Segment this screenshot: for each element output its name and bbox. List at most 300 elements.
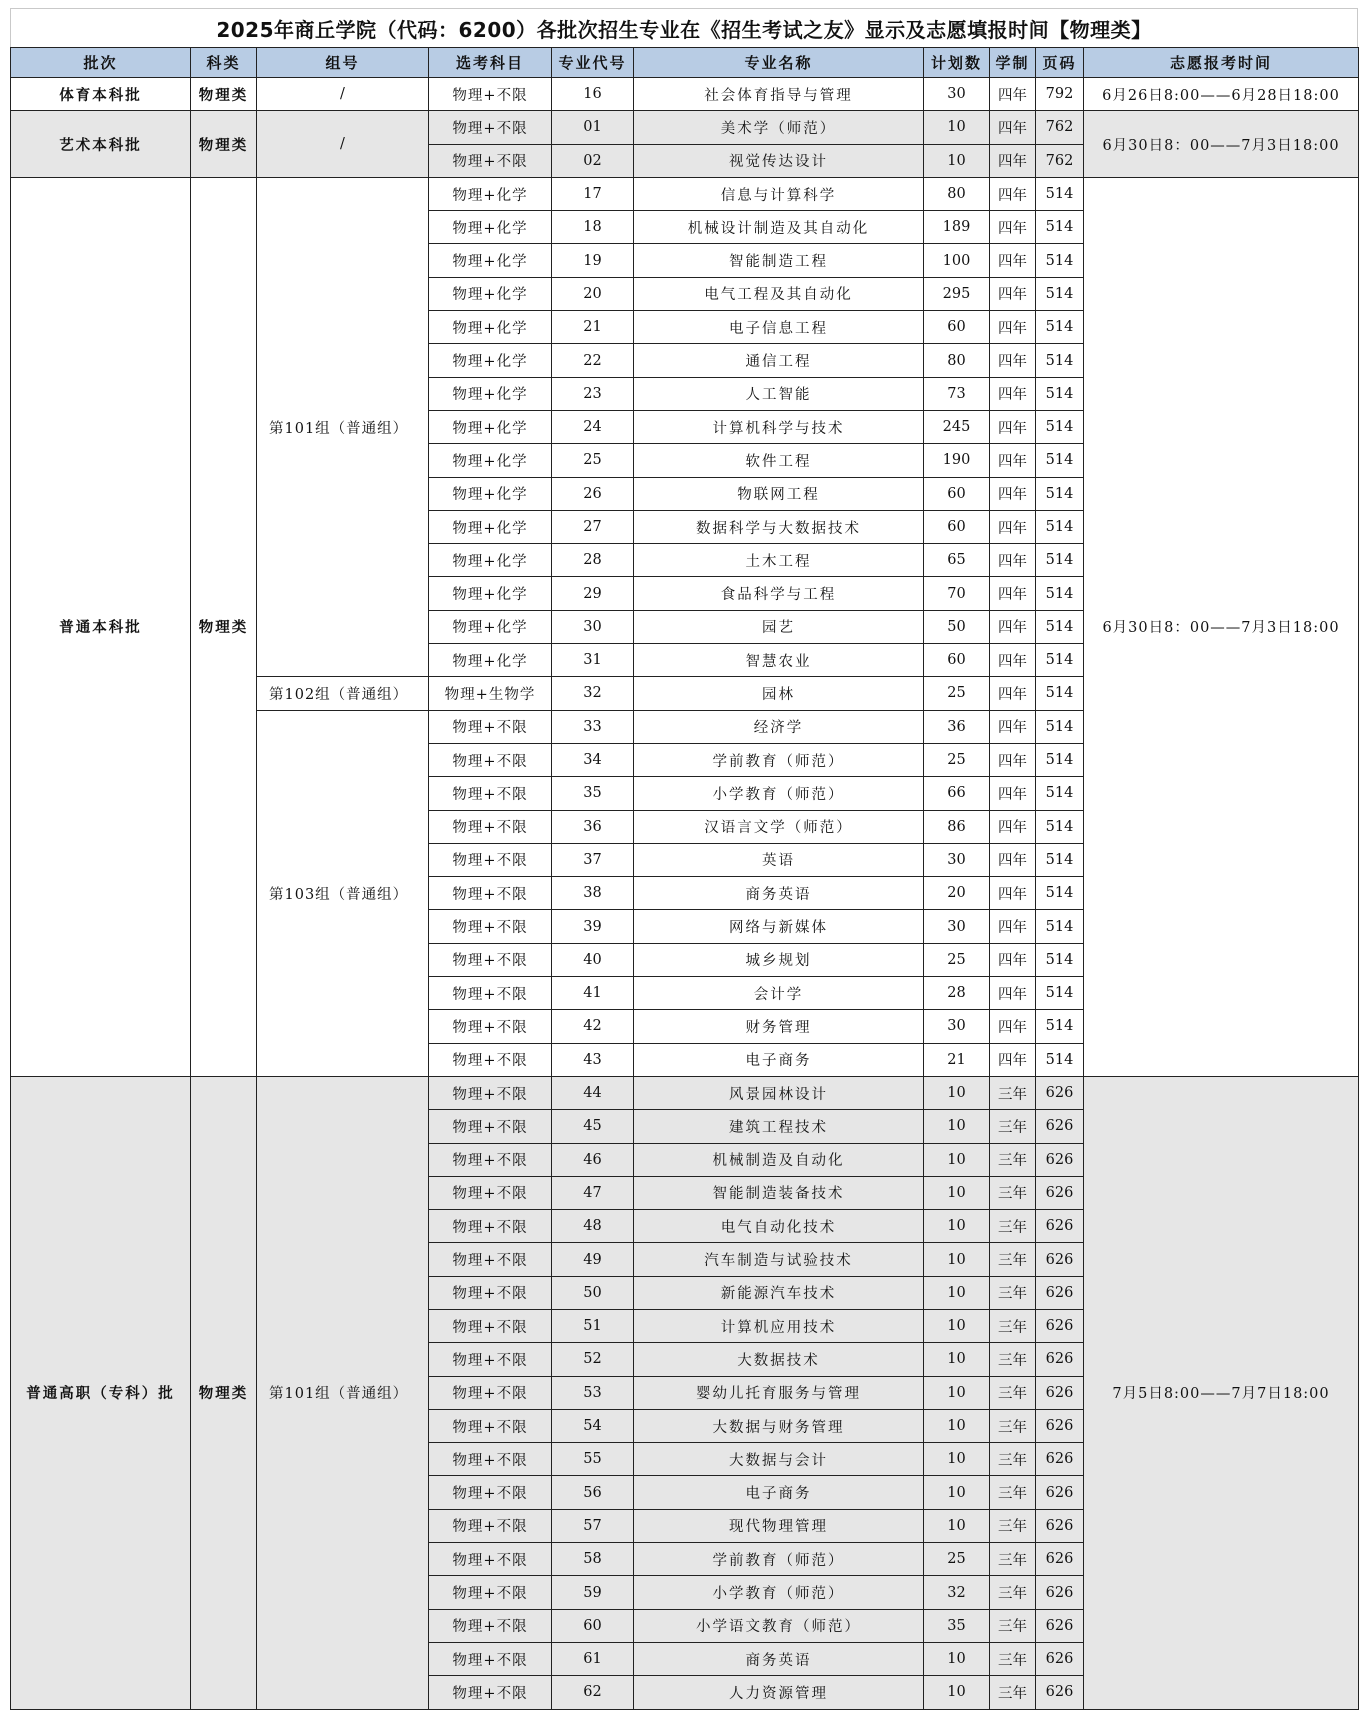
major-name-cell: 园艺	[634, 610, 924, 643]
subjects-cell: 物理+不限	[429, 843, 552, 876]
duration-cell: 三年	[990, 1676, 1036, 1709]
duration-cell: 四年	[990, 311, 1036, 344]
major-code-cell: 18	[552, 211, 634, 244]
duration-cell: 三年	[990, 1309, 1036, 1342]
major-name-cell: 小学教育（师范）	[634, 1576, 924, 1609]
subjects-cell: 物理+不限	[429, 1276, 552, 1309]
major-name-cell: 学前教育（师范）	[634, 743, 924, 776]
subjects-cell: 物理+不限	[429, 910, 552, 943]
plan-count-cell: 10	[924, 1276, 990, 1309]
major-code-cell: 56	[552, 1476, 634, 1509]
plan-count-cell: 30	[924, 1010, 990, 1043]
header-category: 科类	[191, 48, 257, 78]
major-code-cell: 58	[552, 1543, 634, 1576]
major-code-cell: 51	[552, 1309, 634, 1342]
subjects-cell: 物理+不限	[429, 1309, 552, 1342]
plan-count-cell: 10	[924, 144, 990, 177]
page-cell: 626	[1036, 1476, 1084, 1509]
major-name-cell: 建筑工程技术	[634, 1110, 924, 1143]
page-cell: 514	[1036, 777, 1084, 810]
subjects-cell: 物理+不限	[429, 78, 552, 111]
duration-cell: 三年	[990, 1376, 1036, 1409]
major-code-cell: 19	[552, 244, 634, 277]
major-code-cell: 37	[552, 843, 634, 876]
subjects-cell: 物理+化学	[429, 510, 552, 543]
plan-count-cell: 10	[924, 1143, 990, 1176]
subjects-cell: 物理+不限	[429, 1343, 552, 1376]
table-row	[11, 78, 1359, 111]
subjects-cell: 物理+不限	[429, 1642, 552, 1675]
major-code-cell: 38	[552, 877, 634, 910]
page-cell: 626	[1036, 1543, 1084, 1576]
batch-cell: 体育本科批	[11, 78, 191, 111]
subjects-cell: 物理+化学	[429, 244, 552, 277]
plan-count-cell: 66	[924, 777, 990, 810]
page-cell: 626	[1036, 1676, 1084, 1709]
page-cell: 514	[1036, 843, 1084, 876]
page-cell: 514	[1036, 977, 1084, 1010]
major-name-cell: 网络与新媒体	[634, 910, 924, 943]
major-code-cell: 27	[552, 510, 634, 543]
duration-cell: 四年	[990, 644, 1036, 677]
major-code-cell: 59	[552, 1576, 634, 1609]
category-cell: 物理类	[191, 111, 257, 178]
duration-cell: 四年	[990, 843, 1036, 876]
spreadsheet	[10, 8, 1358, 1710]
subjects-cell: 物理+不限	[429, 777, 552, 810]
subjects-cell: 物理+不限	[429, 1143, 552, 1176]
page-cell: 514	[1036, 444, 1084, 477]
group-cell: 第101组（普通组）	[257, 177, 429, 676]
duration-cell: 四年	[990, 344, 1036, 377]
subjects-cell: 物理+不限	[429, 1576, 552, 1609]
plan-count-cell: 60	[924, 644, 990, 677]
duration-cell: 三年	[990, 1110, 1036, 1143]
group-cell: 第101组（普通组）	[257, 1076, 429, 1709]
page-cell: 762	[1036, 111, 1084, 144]
header-major-code: 专业代号	[552, 48, 634, 78]
duration-cell: 四年	[990, 677, 1036, 710]
major-name-cell: 城乡规划	[634, 943, 924, 976]
page-cell: 514	[1036, 211, 1084, 244]
plan-count-cell: 10	[924, 1210, 990, 1243]
major-name-cell: 大数据与会计	[634, 1443, 924, 1476]
major-name-cell: 园林	[634, 677, 924, 710]
plan-count-cell: 10	[924, 1110, 990, 1143]
enrollment-table	[10, 47, 1359, 1710]
major-name-cell: 智慧农业	[634, 644, 924, 677]
plan-count-cell: 65	[924, 544, 990, 577]
major-name-cell: 汽车制造与试验技术	[634, 1243, 924, 1276]
plan-count-cell: 30	[924, 843, 990, 876]
duration-cell: 四年	[990, 743, 1036, 776]
duration-cell: 四年	[990, 777, 1036, 810]
major-name-cell: 财务管理	[634, 1010, 924, 1043]
page-cell: 514	[1036, 344, 1084, 377]
duration-cell: 三年	[990, 1076, 1036, 1109]
major-code-cell: 43	[552, 1043, 634, 1076]
page-cell: 514	[1036, 544, 1084, 577]
duration-cell: 四年	[990, 610, 1036, 643]
duration-cell: 三年	[990, 1143, 1036, 1176]
major-code-cell: 45	[552, 1110, 634, 1143]
major-name-cell: 土木工程	[634, 544, 924, 577]
duration-cell: 三年	[990, 1343, 1036, 1376]
plan-count-cell: 10	[924, 1309, 990, 1342]
page-cell: 626	[1036, 1642, 1084, 1675]
plan-count-cell: 10	[924, 1243, 990, 1276]
plan-count-cell: 245	[924, 410, 990, 443]
plan-count-cell: 28	[924, 977, 990, 1010]
major-code-cell: 35	[552, 777, 634, 810]
major-name-cell: 视觉传达设计	[634, 144, 924, 177]
plan-count-cell: 100	[924, 244, 990, 277]
plan-count-cell: 60	[924, 510, 990, 543]
page-cell: 626	[1036, 1243, 1084, 1276]
major-name-cell: 现代物理管理	[634, 1509, 924, 1542]
plan-count-cell: 10	[924, 1376, 990, 1409]
major-name-cell: 风景园林设计	[634, 1076, 924, 1109]
major-name-cell: 新能源汽车技术	[634, 1276, 924, 1309]
major-code-cell: 47	[552, 1176, 634, 1209]
plan-count-cell: 25	[924, 943, 990, 976]
plan-count-cell: 25	[924, 1543, 990, 1576]
major-name-cell: 人力资源管理	[634, 1676, 924, 1709]
subjects-cell: 物理+不限	[429, 977, 552, 1010]
duration-cell: 三年	[990, 1176, 1036, 1209]
subjects-cell: 物理+不限	[429, 1176, 552, 1209]
group-cell: /	[257, 111, 429, 178]
major-code-cell: 52	[552, 1343, 634, 1376]
major-code-cell: 29	[552, 577, 634, 610]
sheet-title: 2025年商丘学院（代码：6200）各批次招生专业在《招生考试之友》显示及志愿填报时间【物理类】	[10, 8, 1358, 47]
page-cell: 626	[1036, 1509, 1084, 1542]
header-major-name: 专业名称	[634, 48, 924, 78]
major-code-cell: 54	[552, 1409, 634, 1442]
major-code-cell: 60	[552, 1609, 634, 1642]
subjects-cell: 物理+不限	[429, 710, 552, 743]
plan-count-cell: 25	[924, 677, 990, 710]
major-code-cell: 53	[552, 1376, 634, 1409]
major-name-cell: 美术学（师范）	[634, 111, 924, 144]
major-code-cell: 42	[552, 1010, 634, 1043]
plan-count-cell: 86	[924, 810, 990, 843]
major-code-cell: 61	[552, 1642, 634, 1675]
header-subjects: 选考科目	[429, 48, 552, 78]
major-name-cell: 电子商务	[634, 1043, 924, 1076]
major-code-cell: 49	[552, 1243, 634, 1276]
duration-cell: 四年	[990, 244, 1036, 277]
duration-cell: 四年	[990, 943, 1036, 976]
plan-count-cell: 10	[924, 1409, 990, 1442]
major-code-cell: 31	[552, 644, 634, 677]
duration-cell: 四年	[990, 510, 1036, 543]
subjects-cell: 物理+不限	[429, 810, 552, 843]
subjects-cell: 物理+不限	[429, 877, 552, 910]
duration-cell: 四年	[990, 78, 1036, 111]
subjects-cell: 物理+化学	[429, 610, 552, 643]
group-cell: /	[257, 78, 429, 111]
major-code-cell: 41	[552, 977, 634, 1010]
page-cell: 626	[1036, 1309, 1084, 1342]
plan-count-cell: 190	[924, 444, 990, 477]
page-cell: 514	[1036, 477, 1084, 510]
major-name-cell: 电子信息工程	[634, 311, 924, 344]
subjects-cell: 物理+不限	[429, 1243, 552, 1276]
plan-count-cell: 10	[924, 1476, 990, 1509]
duration-cell: 四年	[990, 444, 1036, 477]
duration-cell: 四年	[990, 877, 1036, 910]
subjects-cell: 物理+不限	[429, 1443, 552, 1476]
major-code-cell: 39	[552, 910, 634, 943]
major-code-cell: 25	[552, 444, 634, 477]
major-name-cell: 经济学	[634, 710, 924, 743]
page-cell: 514	[1036, 377, 1084, 410]
batch-cell: 艺术本科批	[11, 111, 191, 178]
major-name-cell: 人工智能	[634, 377, 924, 410]
page-cell: 626	[1036, 1409, 1084, 1442]
major-name-cell: 社会体育指导与管理	[634, 78, 924, 111]
subjects-cell: 物理+不限	[429, 1676, 552, 1709]
major-name-cell: 信息与计算科学	[634, 177, 924, 210]
plan-count-cell: 32	[924, 1576, 990, 1609]
page-cell: 626	[1036, 1210, 1084, 1243]
duration-cell: 三年	[990, 1409, 1036, 1442]
page-cell: 514	[1036, 644, 1084, 677]
major-name-cell: 学前教育（师范）	[634, 1543, 924, 1576]
subjects-cell: 物理+不限	[429, 1010, 552, 1043]
subjects-cell: 物理+不限	[429, 1509, 552, 1542]
duration-cell: 四年	[990, 211, 1036, 244]
group-cell: 第102组（普通组）	[257, 677, 429, 710]
time-cell: 6月30日8：00——7月3日18:00	[1084, 111, 1359, 178]
major-name-cell: 小学语文教育（师范）	[634, 1609, 924, 1642]
subjects-cell: 物理+生物学	[429, 677, 552, 710]
major-name-cell: 小学教育（师范）	[634, 777, 924, 810]
duration-cell: 三年	[990, 1276, 1036, 1309]
major-code-cell: 50	[552, 1276, 634, 1309]
page-cell: 514	[1036, 610, 1084, 643]
plan-count-cell: 80	[924, 177, 990, 210]
header-duration: 学制	[990, 48, 1036, 78]
major-code-cell: 23	[552, 377, 634, 410]
duration-cell: 三年	[990, 1543, 1036, 1576]
plan-count-cell: 21	[924, 1043, 990, 1076]
duration-cell: 四年	[990, 1010, 1036, 1043]
page-cell: 514	[1036, 743, 1084, 776]
plan-count-cell: 10	[924, 111, 990, 144]
table-row	[11, 111, 1359, 144]
major-code-cell: 20	[552, 277, 634, 310]
subjects-cell: 物理+化学	[429, 577, 552, 610]
major-code-cell: 57	[552, 1509, 634, 1542]
major-name-cell: 软件工程	[634, 444, 924, 477]
page-cell: 514	[1036, 277, 1084, 310]
subjects-cell: 物理+不限	[429, 144, 552, 177]
subjects-cell: 物理+化学	[429, 277, 552, 310]
category-cell: 物理类	[191, 78, 257, 111]
major-name-cell: 机械设计制造及其自动化	[634, 211, 924, 244]
duration-cell: 三年	[990, 1509, 1036, 1542]
subjects-cell: 物理+化学	[429, 344, 552, 377]
major-name-cell: 电气工程及其自动化	[634, 277, 924, 310]
duration-cell: 三年	[990, 1243, 1036, 1276]
major-name-cell: 商务英语	[634, 1642, 924, 1675]
plan-count-cell: 60	[924, 311, 990, 344]
page-cell: 626	[1036, 1376, 1084, 1409]
major-name-cell: 电子商务	[634, 1476, 924, 1509]
plan-count-cell: 50	[924, 610, 990, 643]
page-cell: 514	[1036, 1043, 1084, 1076]
duration-cell: 四年	[990, 177, 1036, 210]
subjects-cell: 物理+化学	[429, 477, 552, 510]
table-row	[11, 177, 1359, 210]
major-code-cell: 17	[552, 177, 634, 210]
page-cell: 626	[1036, 1609, 1084, 1642]
subjects-cell: 物理+化学	[429, 644, 552, 677]
major-code-cell: 21	[552, 311, 634, 344]
plan-count-cell: 189	[924, 211, 990, 244]
major-name-cell: 大数据技术	[634, 1343, 924, 1376]
major-code-cell: 24	[552, 410, 634, 443]
major-name-cell: 计算机科学与技术	[634, 410, 924, 443]
duration-cell: 三年	[990, 1443, 1036, 1476]
major-code-cell: 36	[552, 810, 634, 843]
major-code-cell: 01	[552, 111, 634, 144]
duration-cell: 三年	[990, 1609, 1036, 1642]
plan-count-cell: 80	[924, 344, 990, 377]
major-name-cell: 电气自动化技术	[634, 1210, 924, 1243]
major-code-cell: 46	[552, 1143, 634, 1176]
major-code-cell: 44	[552, 1076, 634, 1109]
page-cell: 792	[1036, 78, 1084, 111]
page-cell: 514	[1036, 410, 1084, 443]
duration-cell: 四年	[990, 477, 1036, 510]
header-batch: 批次	[11, 48, 191, 78]
page-cell: 762	[1036, 144, 1084, 177]
plan-count-cell: 73	[924, 377, 990, 410]
plan-count-cell: 35	[924, 1609, 990, 1642]
subjects-cell: 物理+不限	[429, 1543, 552, 1576]
major-code-cell: 30	[552, 610, 634, 643]
duration-cell: 四年	[990, 544, 1036, 577]
major-name-cell: 机械制造及自动化	[634, 1143, 924, 1176]
page-cell: 626	[1036, 1443, 1084, 1476]
major-name-cell: 数据科学与大数据技术	[634, 510, 924, 543]
major-code-cell: 26	[552, 477, 634, 510]
page-cell: 626	[1036, 1143, 1084, 1176]
subjects-cell: 物理+不限	[429, 1076, 552, 1109]
major-name-cell: 商务英语	[634, 877, 924, 910]
page-cell: 514	[1036, 177, 1084, 210]
major-name-cell: 食品科学与工程	[634, 577, 924, 610]
duration-cell: 四年	[990, 410, 1036, 443]
major-name-cell: 通信工程	[634, 344, 924, 377]
subjects-cell: 物理+化学	[429, 410, 552, 443]
table-row	[11, 1076, 1359, 1109]
subjects-cell: 物理+不限	[429, 1609, 552, 1642]
page-cell: 514	[1036, 710, 1084, 743]
page-cell: 514	[1036, 910, 1084, 943]
batch-cell: 普通高职（专科）批	[11, 1076, 191, 1709]
page-cell: 626	[1036, 1176, 1084, 1209]
duration-cell: 四年	[990, 710, 1036, 743]
header-time: 志愿报考时间	[1084, 48, 1359, 78]
page-cell: 514	[1036, 1010, 1084, 1043]
duration-cell: 四年	[990, 277, 1036, 310]
major-name-cell: 会计学	[634, 977, 924, 1010]
duration-cell: 四年	[990, 377, 1036, 410]
duration-cell: 四年	[990, 977, 1036, 1010]
subjects-cell: 物理+化学	[429, 544, 552, 577]
major-name-cell: 大数据与财务管理	[634, 1409, 924, 1442]
plan-count-cell: 36	[924, 710, 990, 743]
plan-count-cell: 10	[924, 1676, 990, 1709]
major-code-cell: 16	[552, 78, 634, 111]
subjects-cell: 物理+不限	[429, 1043, 552, 1076]
duration-cell: 四年	[990, 144, 1036, 177]
page-cell: 626	[1036, 1343, 1084, 1376]
plan-count-cell: 30	[924, 78, 990, 111]
major-name-cell: 英语	[634, 843, 924, 876]
plan-count-cell: 20	[924, 877, 990, 910]
major-code-cell: 32	[552, 677, 634, 710]
page-cell: 626	[1036, 1076, 1084, 1109]
major-code-cell: 40	[552, 943, 634, 976]
page-cell: 514	[1036, 943, 1084, 976]
major-name-cell: 计算机应用技术	[634, 1309, 924, 1342]
page-cell: 626	[1036, 1110, 1084, 1143]
major-name-cell: 汉语言文学（师范）	[634, 810, 924, 843]
duration-cell: 三年	[990, 1642, 1036, 1675]
major-code-cell: 02	[552, 144, 634, 177]
major-code-cell: 55	[552, 1443, 634, 1476]
duration-cell: 四年	[990, 1043, 1036, 1076]
subjects-cell: 物理+化学	[429, 311, 552, 344]
subjects-cell: 物理+不限	[429, 1376, 552, 1409]
subjects-cell: 物理+不限	[429, 1210, 552, 1243]
major-code-cell: 34	[552, 743, 634, 776]
duration-cell: 三年	[990, 1576, 1036, 1609]
subjects-cell: 物理+不限	[429, 743, 552, 776]
subjects-cell: 物理+化学	[429, 444, 552, 477]
header-group: 组号	[257, 48, 429, 78]
subjects-cell: 物理+化学	[429, 211, 552, 244]
duration-cell: 四年	[990, 111, 1036, 144]
plan-count-cell: 10	[924, 1176, 990, 1209]
duration-cell: 三年	[990, 1476, 1036, 1509]
major-code-cell: 62	[552, 1676, 634, 1709]
time-cell: 7月5日8:00——7月7日18:00	[1084, 1076, 1359, 1709]
page-cell: 514	[1036, 677, 1084, 710]
major-code-cell: 22	[552, 344, 634, 377]
page-cell: 514	[1036, 810, 1084, 843]
major-code-cell: 33	[552, 710, 634, 743]
major-name-cell: 物联网工程	[634, 477, 924, 510]
duration-cell: 四年	[990, 910, 1036, 943]
major-code-cell: 48	[552, 1210, 634, 1243]
subjects-cell: 物理+不限	[429, 1409, 552, 1442]
category-cell: 物理类	[191, 1076, 257, 1709]
major-code-cell: 28	[552, 544, 634, 577]
plan-count-cell: 10	[924, 1076, 990, 1109]
subjects-cell: 物理+不限	[429, 943, 552, 976]
page-cell: 514	[1036, 244, 1084, 277]
major-name-cell: 婴幼儿托育服务与管理	[634, 1376, 924, 1409]
header-row	[11, 48, 1359, 78]
plan-count-cell: 10	[924, 1443, 990, 1476]
page-cell: 514	[1036, 510, 1084, 543]
